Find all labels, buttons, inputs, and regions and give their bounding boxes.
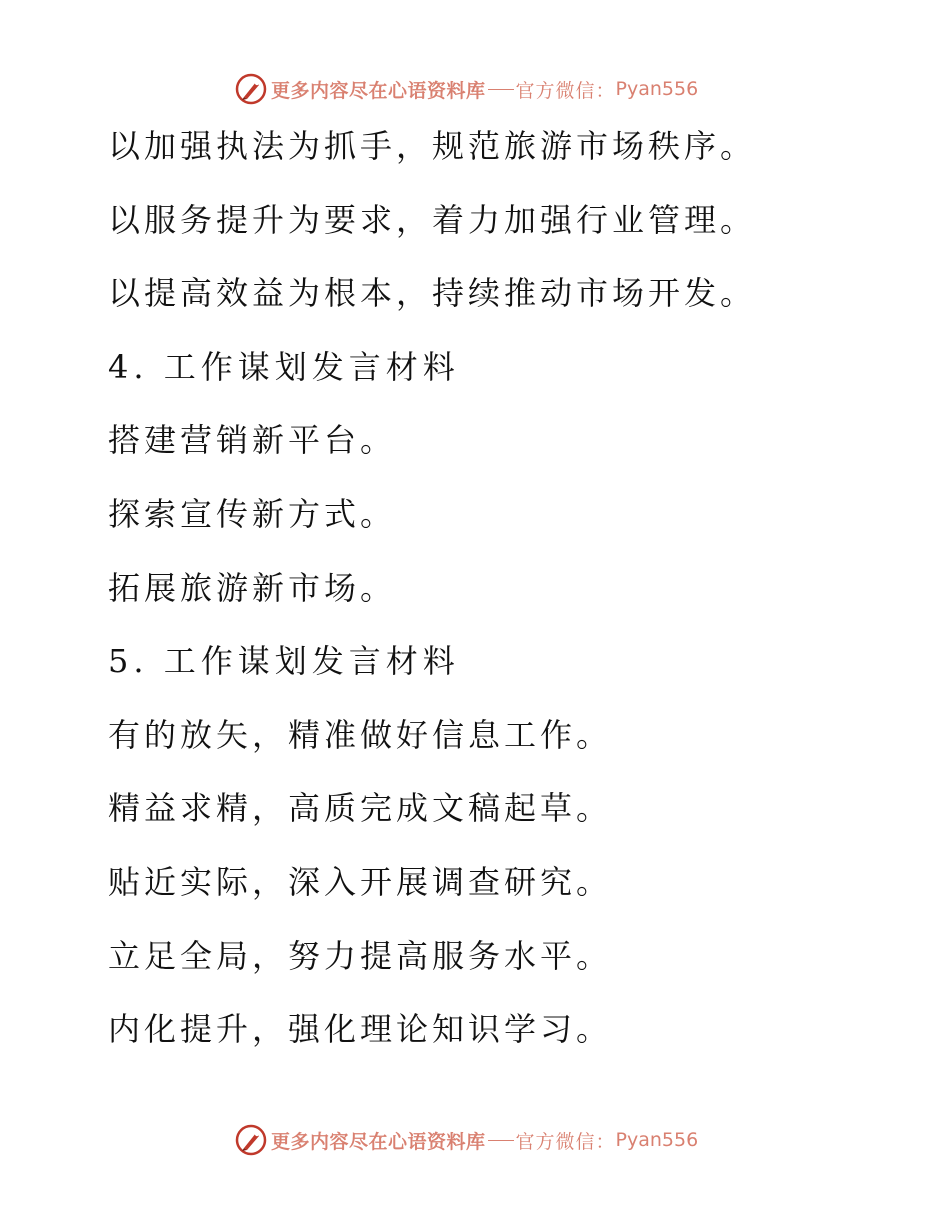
text-line: 拓展旅游新市场。	[108, 568, 397, 607]
text-line: 以加强执法为抓手，规范旅游市场秩序。	[108, 127, 757, 165]
pen-logo-icon	[235, 73, 267, 105]
text-line: 精益求精，高质完成文稿起草。	[108, 789, 613, 828]
footer-watermark	[235, 1123, 698, 1157]
text-line: 内化提升，强化理论知识学习。	[108, 1010, 613, 1049]
watermark-text: 更多内容尽在心语资料库	[271, 79, 486, 102]
watermark-wechat-id: Pyan556	[615, 1129, 699, 1151]
watermark-wechat-label: 官方微信：	[515, 79, 616, 102]
watermark-dash	[488, 89, 514, 90]
text-line: 以服务提升为要求，着力加强行业管理。	[108, 200, 757, 239]
document-body	[108, 118, 928, 1075]
pen-logo-icon	[235, 1124, 267, 1156]
watermark-dash	[488, 1140, 514, 1141]
watermark-wechat-label: 官方微信：	[515, 1130, 616, 1153]
text-line: 搭建营销新平台。	[108, 421, 397, 460]
watermark-text: 更多内容尽在心语资料库	[271, 1130, 486, 1153]
watermark-wechat-id: Pyan556	[615, 78, 699, 100]
text-line: 探索宣传新方式。	[108, 494, 397, 533]
text-line: 以提高效益为根本，持续推动市场开发。	[108, 274, 757, 313]
text-line: 贴近实际，深入开展调查研究。	[108, 862, 613, 901]
section-heading: 4. 工作谋划发言材料	[108, 347, 460, 386]
text-line: 有的放矢，精准做好信息工作。	[108, 715, 613, 754]
section-heading: 5. 工作谋划发言材料	[108, 642, 460, 681]
header-watermark	[235, 72, 698, 106]
text-line: 立足全局，努力提高服务水平。	[108, 936, 613, 975]
